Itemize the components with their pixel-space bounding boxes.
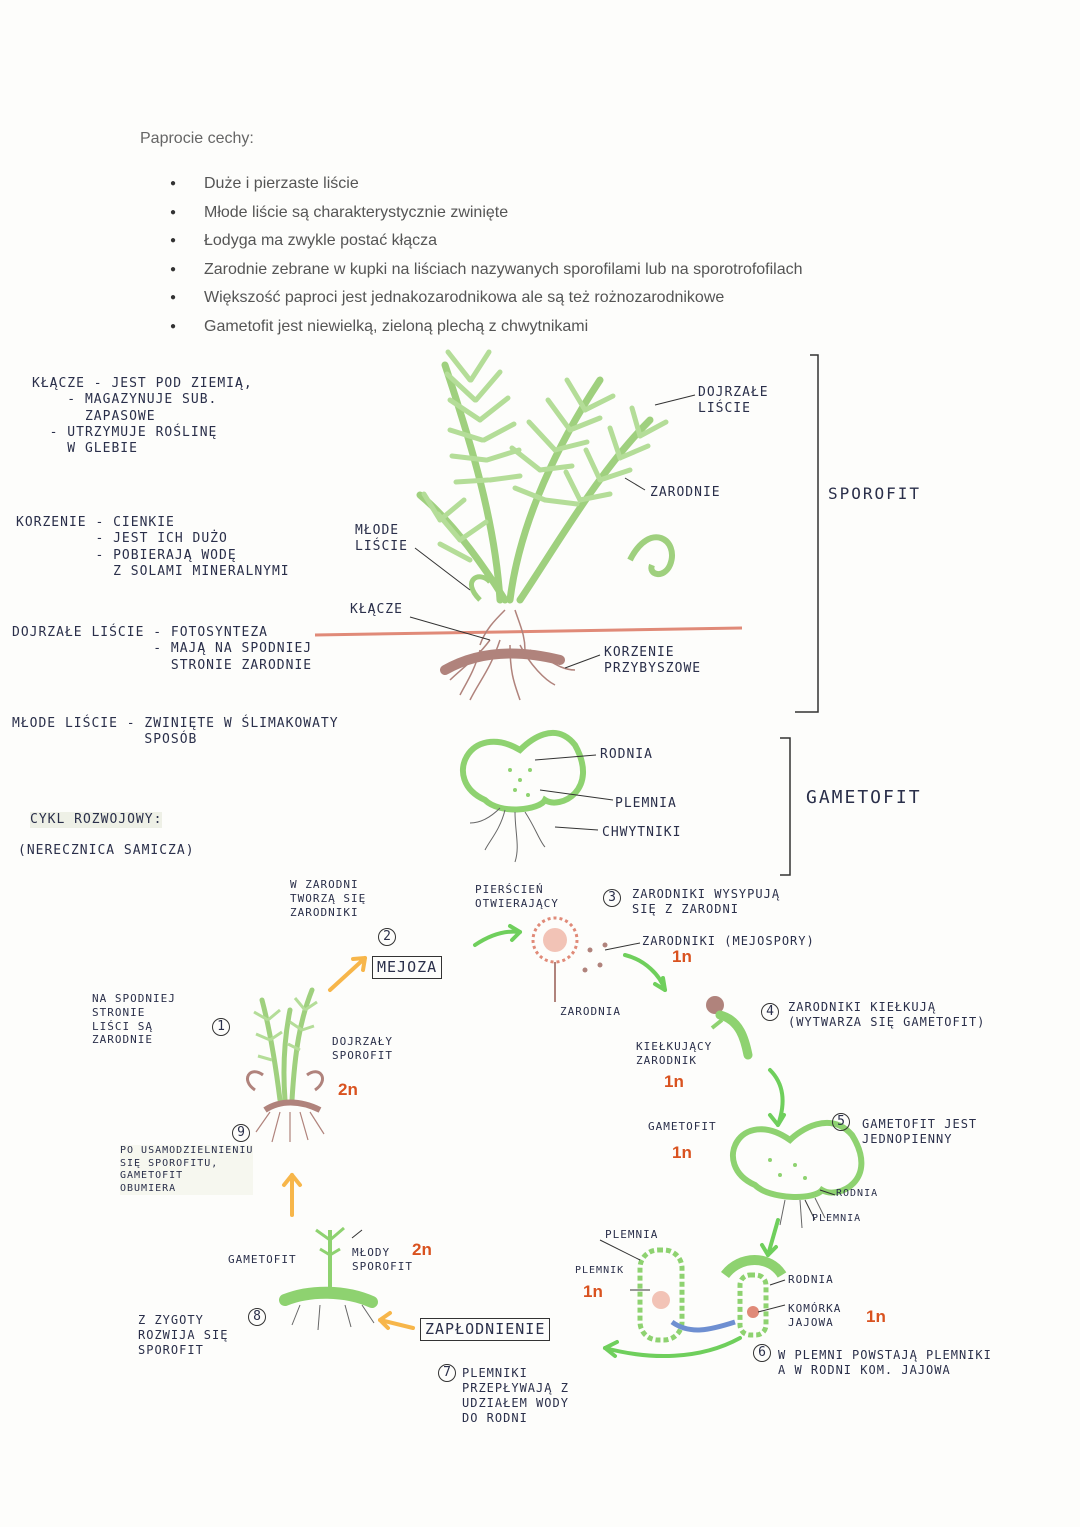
ploidy-1n-sperm: 1n: [583, 1282, 603, 1301]
label-rodnia: RODNIA: [600, 747, 653, 762]
note-korzenie: KORZENIE - CIENKIE - JEST ICH DUŻO - POBIERAJĄ WODĘ Z SOLAMI MINERALNYMI: [16, 515, 290, 579]
step1-text: NA SPODNIEJ STRONIE LIŚCI SĄ ZARODNIE: [92, 992, 176, 1047]
page-title: Paprocie cechy:: [140, 130, 254, 147]
label-zarodnia: ZARODNIA: [560, 1005, 621, 1018]
label-plemnik: PLEMNIK: [575, 1265, 625, 1276]
label-klacze: KŁĄCZE: [350, 602, 403, 617]
step4-number: 4: [761, 1003, 779, 1021]
feature-item: ● Duże i pierzaste liście: [170, 170, 803, 199]
step4-text: ZARODNIKI KIEŁKUJĄ (WYTWARZA SIĘ GAMETOFIT): [788, 1000, 986, 1029]
ploidy-2n-young: 2n: [412, 1240, 432, 1259]
feature-item: ● Młode liście są charakterystycznie zwinięte: [170, 199, 803, 228]
cycle-germinating-spore-illustration: [706, 996, 748, 1055]
cycle-title: CYKL ROZWOJOWY:: [30, 812, 163, 827]
cycle-young-sporophyte-illustration: [285, 1228, 374, 1330]
step3-text: ZARODNIKI WYSYPUJĄ SIĘ Z ZARODNI: [632, 887, 781, 916]
step2-number: 2: [378, 928, 396, 946]
step7-number: 7: [438, 1364, 456, 1382]
step5-number: 5: [832, 1113, 850, 1131]
label-gametofit-cycle: GAMETOFIT: [648, 1120, 717, 1133]
feature-item: ● Łodyga ma zwykle postać kłącza: [170, 227, 803, 256]
label-korzenie-przybyszowe: KORZENIE PRZYBYSZOWE: [604, 645, 702, 677]
label-plemnia-cycle: PLEMNIA: [812, 1213, 862, 1224]
label-zarodnie: ZARODNIE: [650, 485, 721, 500]
label-plemnia: PLEMNIA: [615, 796, 677, 811]
label-zaplodnienie: ZAPŁODNIENIE: [420, 1318, 550, 1341]
note-mlode-liscie: MŁODE LIŚCIE - ZWINIĘTE W ŚLIMAKOWATY SPOSÓB: [12, 716, 339, 748]
gametofit-bracket: [780, 738, 790, 875]
feature-list: [170, 170, 803, 341]
cycle-subtitle: (NERECZNICA SAMICZA): [18, 843, 195, 858]
label-rodnia-detail: RODNIA: [788, 1273, 834, 1286]
label-mejoza: MEJOZA: [372, 956, 442, 979]
label-sporofit: SPOROFIT: [828, 484, 922, 503]
step3-number: 3: [603, 889, 621, 907]
step8-number: 8: [248, 1308, 266, 1326]
ploidy-1n-egg: 1n: [866, 1307, 886, 1326]
label-dojrzaly-sporofit: DOJRZAŁY SPOROFIT: [332, 1035, 393, 1062]
label-rodnia-cycle: RODNIA: [836, 1188, 879, 1199]
label-mlode-liscie: MŁODE LIŚCIE: [355, 523, 408, 555]
sporofit-bracket: [795, 355, 818, 712]
cycle-sporangium-illustration: [533, 918, 608, 1002]
feature-item: ● Większość paproci jest jednakozarodnikowa ale są też rożnozarodnikowe: [170, 284, 803, 313]
ploidy-1n-germinating: 1n: [664, 1072, 684, 1091]
step5-text: GAMETOFIT JEST JEDNOPIENNY: [862, 1117, 978, 1146]
ploidy-1n-gametophyte: 1n: [672, 1143, 692, 1162]
step2-text: W ZARODNI TWORZĄ SIĘ ZARODNIKI: [290, 878, 367, 919]
gametophyte-illustration: [463, 733, 583, 862]
ploidy-2n-mature: 2n: [338, 1080, 358, 1099]
label-chwytniki: CHWYTNIKI: [602, 825, 682, 840]
step6-text: W PLEMNI POWSTAJĄ PLEMNIKI A W RODNI KOM. JAJOWA: [778, 1348, 992, 1377]
note-klacze: KŁĄCZE - JEST POD ZIEMIĄ, - MAGAZYNUJE SUB. ZAPASOWE - UTRZYMUJE ROŚLINĘ W GLEBIE: [32, 376, 253, 456]
label-gametofit: GAMETOFIT: [806, 787, 922, 808]
label-dojrzale-liscie: DOJRZAŁE LIŚCIE: [698, 385, 769, 417]
ploidy-1n-spores: 1n: [672, 947, 692, 966]
label-gametofit-young: GAMETOFIT: [228, 1253, 297, 1266]
label-komorka-jajowa: KOMÓRKA JAJOWA: [788, 1302, 842, 1329]
feature-item: ● Gametofit jest niewielką, zieloną plechą z chwytnikami: [170, 313, 803, 342]
label-pierscien-otwierajacy: PIERŚCIEŃ OTWIERAJĄCY: [475, 883, 559, 910]
label-mlody-sporofit: MŁODY SPOROFIT: [352, 1246, 413, 1273]
step6-number: 6: [753, 1344, 771, 1362]
step1-number: 1: [212, 1018, 230, 1036]
feature-item: ● Zarodnie zebrane w kupki na liściach nazywanych sporofilami lub na sporotrofofilach: [170, 256, 803, 285]
step9-text: PO USAMODZIELNIENIU SIĘ SPOROFITU, GAMETOFIT OBUMIERA: [120, 1145, 254, 1194]
note-dojrzale-liscie: DOJRZAŁE LIŚCIE - FOTOSYNTEZA - MAJĄ NA SPODNIEJ STRONIE ZARODNIE: [12, 625, 313, 673]
step7-text: PLEMNIKI PRZEPŁYWAJĄ Z UDZIAŁEM WODY DO RODNI: [462, 1366, 569, 1425]
step8-text: Z ZYGOTY ROZWIJA SIĘ SPOROFIT: [138, 1313, 229, 1357]
label-zarodniki-mejospory: ZARODNIKI (MEJOSPORY): [642, 934, 815, 948]
label-kielkujacy-zarodnik: KIEŁKUJĄCY ZARODNIK: [636, 1040, 713, 1067]
step9-number: 9: [232, 1124, 250, 1142]
cycle-mature-sporophyte-illustration: [247, 990, 324, 1142]
label-plemnia-detail: PLEMNIA: [605, 1228, 659, 1241]
